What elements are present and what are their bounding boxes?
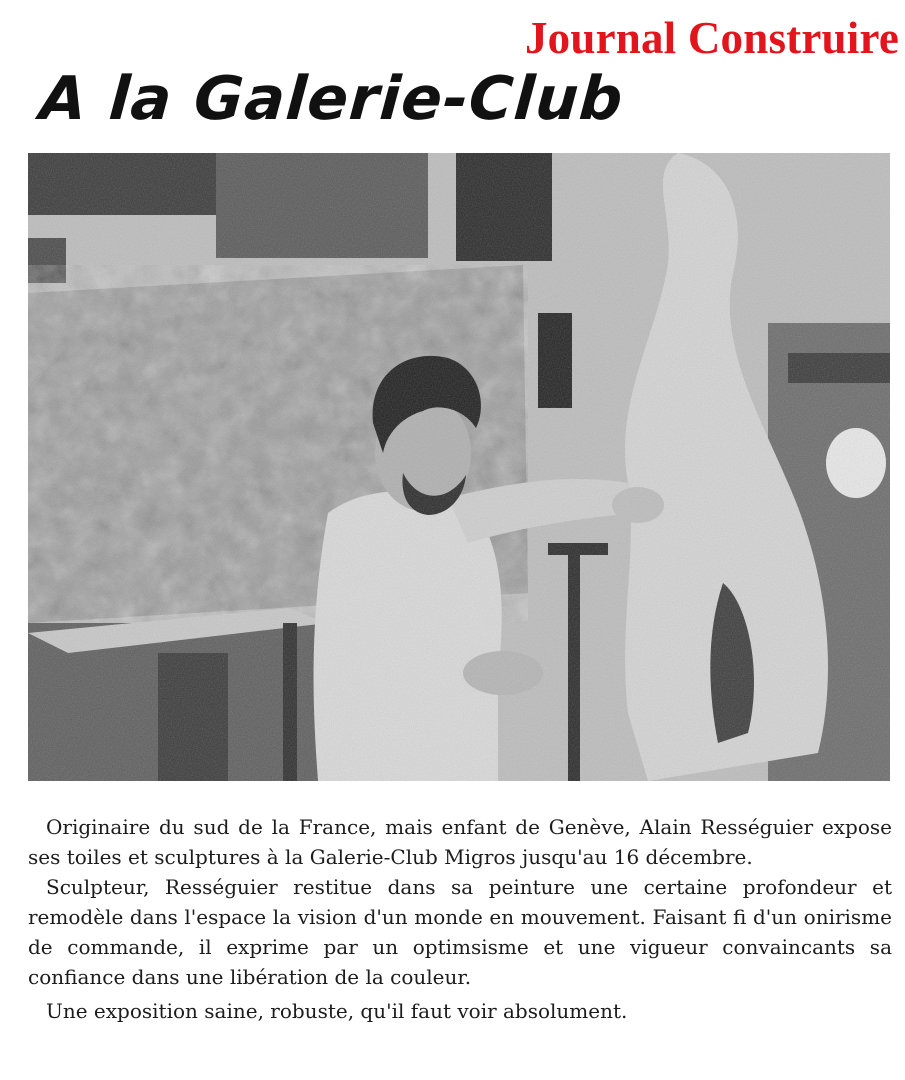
article-caption [28,812,892,1026]
caption-paragraph-2: Sculpteur, Rességuier restitue dans sa peinture une certaine profondeur et remodèle dans l'espace la vision d'un monde en mouvement. Faisant fi d'un onirisme de commande, il exprime par un optimsisme et une vigueur convaincants sa confiance dans une libération de la couleur. [28,875,892,989]
caption-paragraph-3: Une exposition saine, robuste, qu'il faut voir absolument. [46,999,628,1023]
photo-illustration [28,153,890,781]
source-label: Journal Construire [524,13,899,63]
caption-paragraph-1: Originaire du sud de la France, mais enfant de Genève, Alain Rességuier expose ses toiles et sculptures à la Galerie-Club Migros jusqu'au 16 décembre. [28,815,892,869]
article-headline: A la Galerie-Club [37,64,626,134]
article-photo [28,153,890,781]
